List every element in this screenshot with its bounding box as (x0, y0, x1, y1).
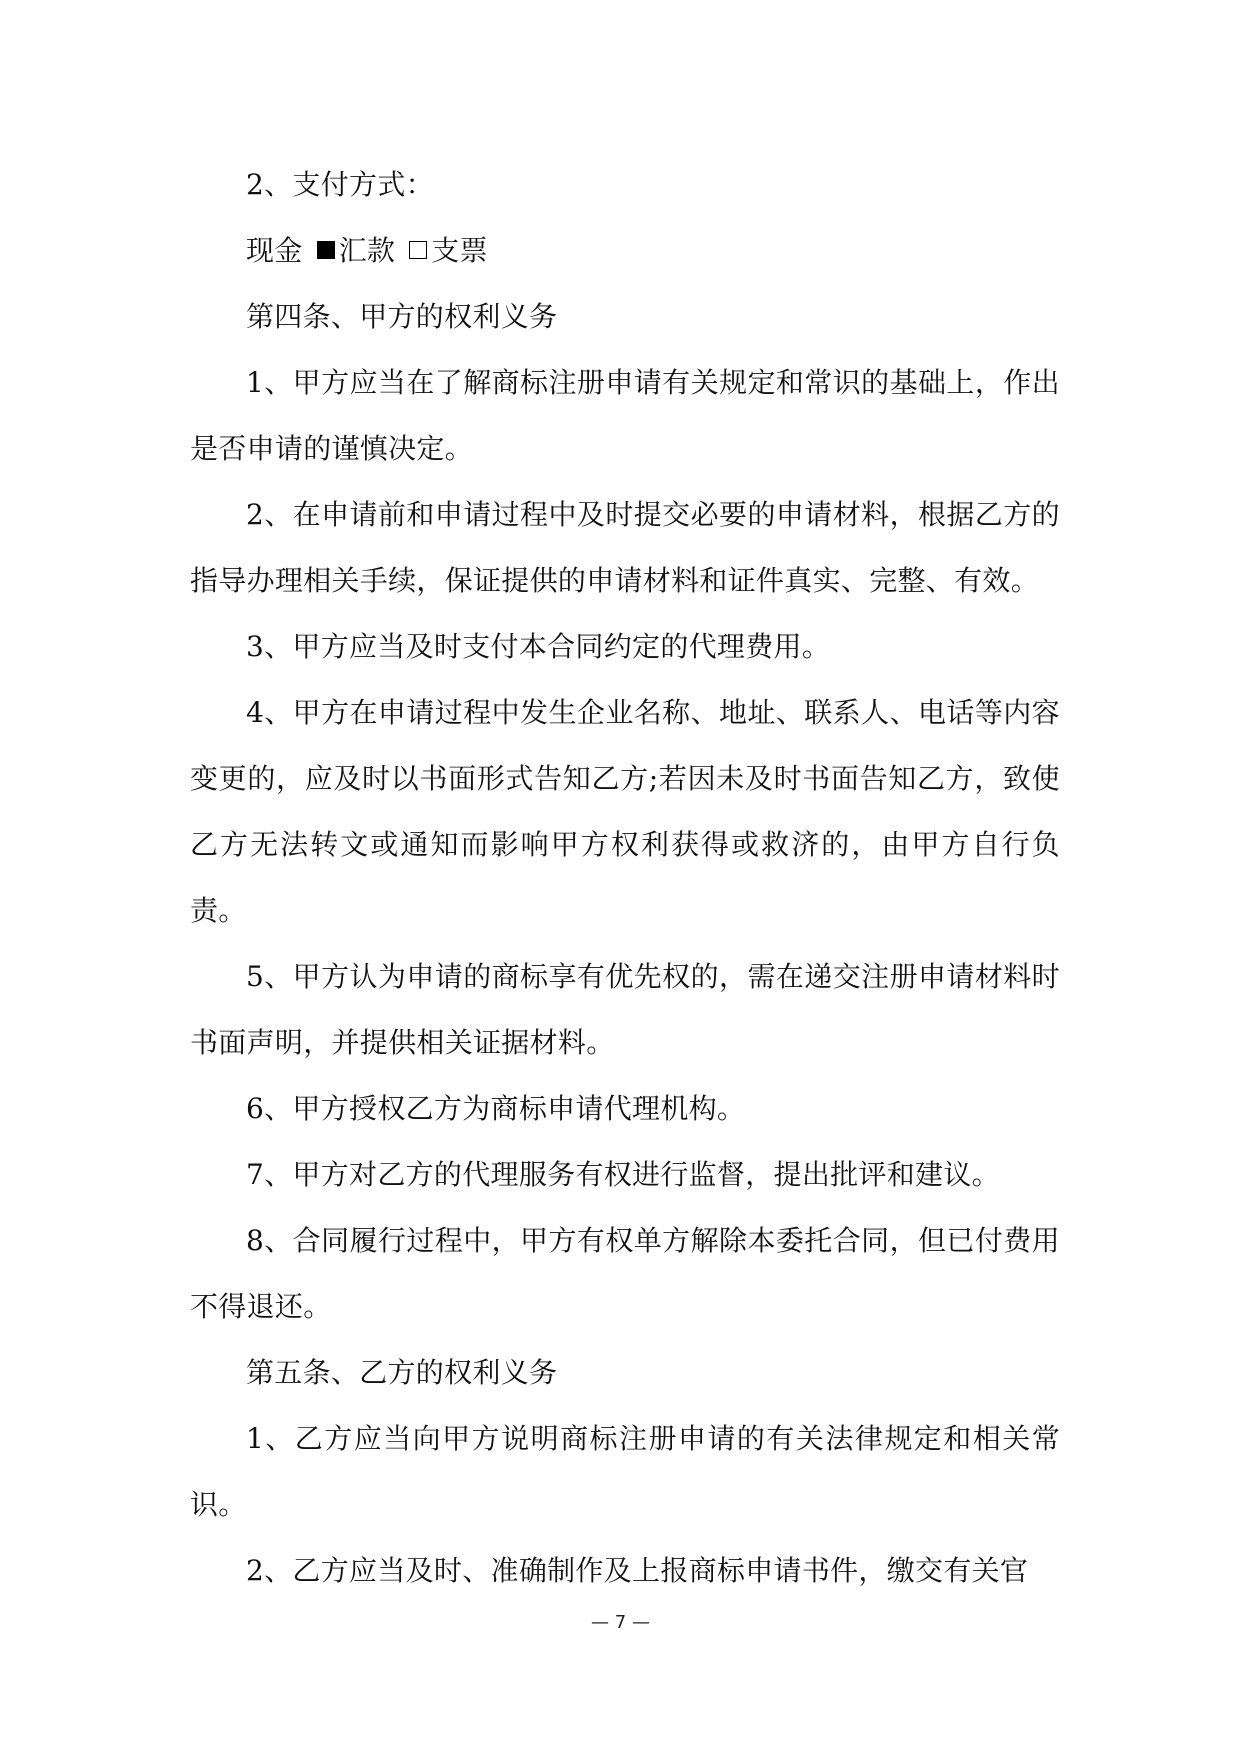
article-4-item-6: 6、甲方授权乙方为商标申请代理机构。 (246, 1092, 746, 1125)
page-number: — 7 — (591, 1612, 650, 1633)
article-5-title: 第五条、乙方的权利义务 (246, 1356, 558, 1389)
payment-option-cheque: 支票 (431, 234, 488, 267)
article-4-item-7: 7、甲方对乙方的代理服务有权进行监督，提出批评和建议。 (246, 1158, 1000, 1191)
article-4-item-1: 1、甲方应当在了解商标注册申请有关规定和常识的基础上，作出是否申请的谨慎决定。 (190, 366, 1060, 465)
article-4-item-2: 2、在申请前和申请过程中及时提交必要的申请材料，根据乙方的指导办理相关手续，保证提供的申请材料和证件真实、完整、有效。 (190, 498, 1060, 597)
article-4-item-3: 3、甲方应当及时支付本合同约定的代理费用。 (246, 630, 831, 663)
checked-box-icon (317, 241, 335, 259)
article-4-item-5: 5、甲方认为申请的商标享有优先权的，需在递交注册申请材料时书面声明，并提供相关证据材料。 (190, 960, 1060, 1059)
payment-method-heading: 2、支付方式： (246, 168, 434, 201)
payment-option-cash: 现金 (246, 234, 303, 267)
payment-option-remittance: 汇款 (338, 234, 396, 267)
article-4-item-8: 8、合同履行过程中，甲方有权单方解除本委托合同，但已付费用不得退还。 (190, 1224, 1060, 1323)
article-4-item-4: 4、甲方在申请过程中发生企业名称、地址、联系人、电话等内容变更的，应及时以书面形式告知乙方;若因未及时书面告知乙方，致使乙方无法转文或通知而影响甲方权利获得或救济的，由甲方自行负责。 (190, 696, 1060, 927)
payment-options-line (190, 218, 1060, 284)
unchecked-box-icon (409, 241, 427, 259)
article-5-item-1: 1、乙方应当向甲方说明商标注册申请的有关法律规定和相关常识。 (190, 1422, 1060, 1521)
article-4-title: 第四条、甲方的权利义务 (246, 300, 558, 333)
article-5-item-2: 2、乙方应当及时、准确制作及上报商标申请书件，缴交有关官 (246, 1554, 1029, 1587)
document-body (190, 152, 1060, 1604)
